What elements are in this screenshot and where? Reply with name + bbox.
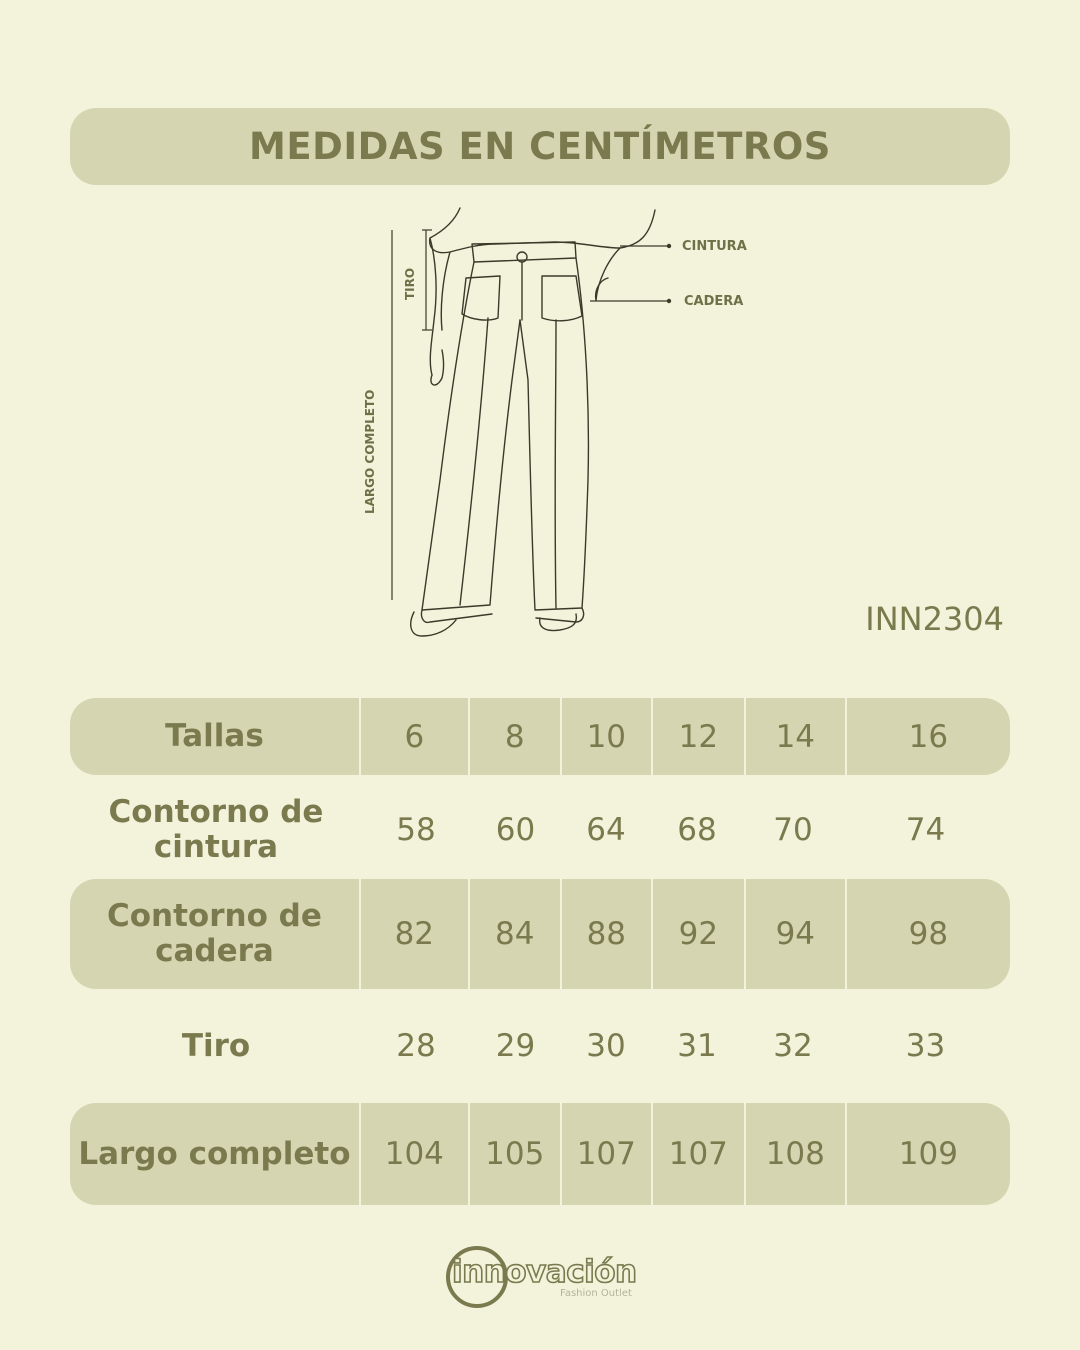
size-cell: 12 [653, 698, 746, 775]
value-cell: 58 [396, 812, 436, 848]
table-row-tallas [70, 698, 1010, 775]
row-label: Largo completo [70, 1103, 361, 1205]
label-cintura: CINTURA [682, 239, 747, 254]
product-code: INN2304 [865, 600, 1004, 638]
page-title: MEDIDAS EN CENTÍMETROS [249, 125, 831, 168]
value-cell: 29 [495, 1028, 536, 1064]
value-cell: 104 [361, 1103, 470, 1205]
row-label: Tiro [181, 1027, 251, 1064]
size-cell: 14 [746, 698, 847, 775]
label-tiro: TIRO [403, 267, 417, 300]
brand-logo [440, 1240, 650, 1312]
value-cell: 109 [898, 1136, 958, 1172]
size-cell: 6 [361, 698, 470, 775]
value-cell: 28 [396, 1028, 436, 1064]
size-cell: 8 [470, 698, 562, 775]
value-cell: 33 [905, 1028, 946, 1064]
table-row-cadera [70, 879, 1010, 989]
value-cell: 105 [470, 1103, 562, 1205]
brand-tagline: Fashion Outlet [560, 1288, 632, 1299]
value-cell: 31 [677, 1028, 717, 1064]
label-cadera: CADERA [684, 294, 744, 309]
row-label: Contorno de cadera [70, 879, 361, 989]
value-cell: 107 [653, 1103, 746, 1205]
value-cell: 60 [495, 812, 536, 848]
table-row-cintura [70, 785, 1010, 875]
value-cell: 92 [653, 879, 746, 989]
table-row-tiro [70, 1000, 1010, 1092]
table-row-largo [70, 1103, 1010, 1205]
value-cell: 84 [470, 879, 562, 989]
value-cell: 68 [677, 812, 717, 848]
value-cell: 32 [773, 1028, 813, 1064]
brand-name: innovación [452, 1254, 637, 1290]
value-cell: 88 [562, 879, 653, 989]
row-label: Contorno de cintura [108, 794, 324, 865]
row-label: Tallas [70, 698, 361, 775]
value-cell: 74 [905, 812, 946, 848]
value-cell: 70 [773, 812, 813, 848]
value-cell: 64 [586, 812, 626, 848]
label-largo-completo: LARGO COMPLETO [363, 389, 377, 514]
value-cell: 82 [361, 879, 470, 989]
value-cell: 94 [746, 879, 847, 989]
pants-illustration [350, 200, 770, 650]
value-cell: 108 [746, 1103, 847, 1205]
size-cell: 10 [562, 698, 653, 775]
size-cell: 16 [908, 718, 949, 755]
value-cell: 107 [562, 1103, 653, 1205]
title-bar [70, 108, 1010, 185]
value-cell: 30 [586, 1028, 626, 1064]
value-cell: 98 [908, 916, 949, 952]
